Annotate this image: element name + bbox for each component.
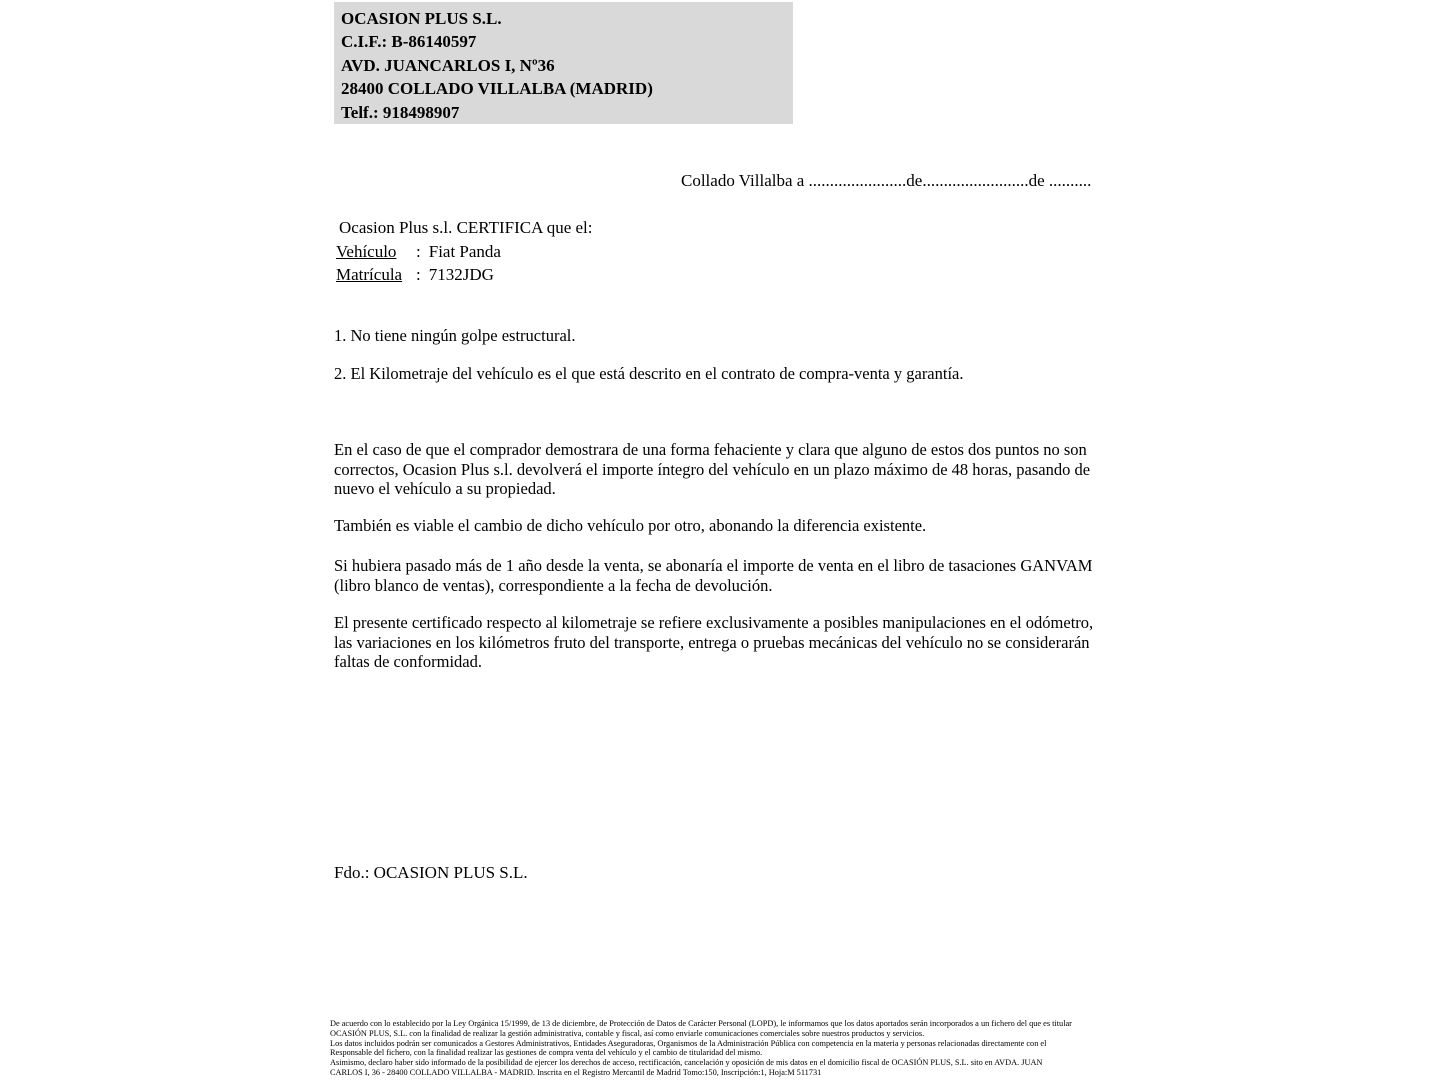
legal-line: CARLOS I, 36 - 28400 COLLADO VILLALBA - MADRID. Inscrita en el Registro Mercantil de Madrid Tomo:150, Inscripción:1, Hoja:M 511731: [330, 1067, 822, 1077]
legal-line: Los datos incluidos podrán ser comunicados a Gestores Administrativos, Entidades Aseguradoras, Organismos de la Administración Pública con competencia en la materia y personas relacionadas directamente con el: [330, 1038, 1047, 1048]
vehicle-value: Fiat Panda: [428, 241, 501, 261]
refund-paragraph: En el caso de que el comprador demostrara de una forma fehaciente y clara que alguno de estos dos puntos no son correctos, Ocasion Plus s.l. devolverá el importe íntegro del vehículo en un plazo máximo de 48 horas, pasando de nuevo el vehículo a su propiedad.: [334, 440, 1091, 499]
condition-point-2: 2. El Kilometraje del vehículo es el que está descrito en el contrato de compra-venta y garantía.: [334, 364, 964, 383]
certificate-section: [336, 216, 593, 287]
company-name: OCASION PLUS S.L.: [341, 9, 502, 28]
signature-line: Fdo.: OCASION PLUS S.L.: [334, 863, 528, 882]
vehicle-label-wrap: [336, 240, 416, 264]
vehicle-label: Vehículo: [336, 241, 397, 261]
odometer-paragraph: El presente certificado respecto al kilometraje se refiere exclusivamente a posibles manipulaciones en el odómetro, las variaciones en los kilómetros fruto del transporte, entrega o pruebas mecánicas del vehículo no se considerarán faltas de conformidad.: [334, 613, 1094, 672]
ganvam-paragraph: Si hubiera pasado más de 1 año desde la venta, se abonaría el importe de venta en el libro de tasaciones GANVAM (libro blanco de ventas), correspondiente a la fecha de devolución.: [334, 556, 1093, 595]
company-header-box: [334, 2, 793, 124]
date-line: Collado Villalba a .......................de.........................de ..........: [681, 171, 1092, 190]
plate-label-wrap: [336, 263, 416, 287]
certificate-intro: Ocasion Plus s.l. CERTIFICA que el:: [339, 218, 593, 237]
company-address: AVD. JUANCARLOS I, Nº36: [341, 55, 555, 75]
company-cif: C.I.F.: B-86140597: [341, 32, 477, 52]
company-city: 28400 COLLADO VILLALBA (MADRID): [341, 79, 653, 99]
plate-field-row: [336, 263, 593, 287]
condition-point-1: 1. No tiene ningún golpe estructural.: [334, 326, 576, 345]
legal-line: OCASIÓN PLUS, S.L. con la finalidad de realizar la gestión administrativa, contable y fiscal, así como enviarle comunicaciones comerciales sobre nuestros productos y servicios.: [330, 1028, 925, 1038]
legal-line: De acuerdo con lo establecido por la Ley Orgánica 15/1999, de 13 de diciembre, de Protección de Datos de Carácter Personal (LOPD), le informamos que los datos aportados serán incorporados a un fichero del que es titular: [330, 1019, 1072, 1028]
legal-line: Responsable del fichero, con la finalidad realizar las gestiones de compra venta del vehículo y el cambio de titularidad del mismo.: [330, 1048, 763, 1058]
plate-separator: :: [416, 265, 421, 285]
exchange-paragraph: También es viable el cambio de dicho vehículo por otro, abonando la diferencia existente.: [334, 516, 927, 535]
plate-value: 7132JDG: [428, 265, 494, 285]
legal-line: Asimismo, declaro haber sido informado de la posibilidad de ejercer los derechos de acceso, rectificación, cancelación y oposición de mis datos en el domicilio fiscal de OCASIÓN PLUS, S.L. sito en AVDA. JUAN: [330, 1058, 1043, 1067]
plate-label: Matrícula: [336, 265, 403, 285]
company-phone: Telf.: 918498907: [341, 102, 460, 122]
vehicle-field-row: [336, 240, 593, 264]
legal-fine-print: [330, 1019, 1110, 1078]
vehicle-separator: :: [416, 241, 421, 261]
